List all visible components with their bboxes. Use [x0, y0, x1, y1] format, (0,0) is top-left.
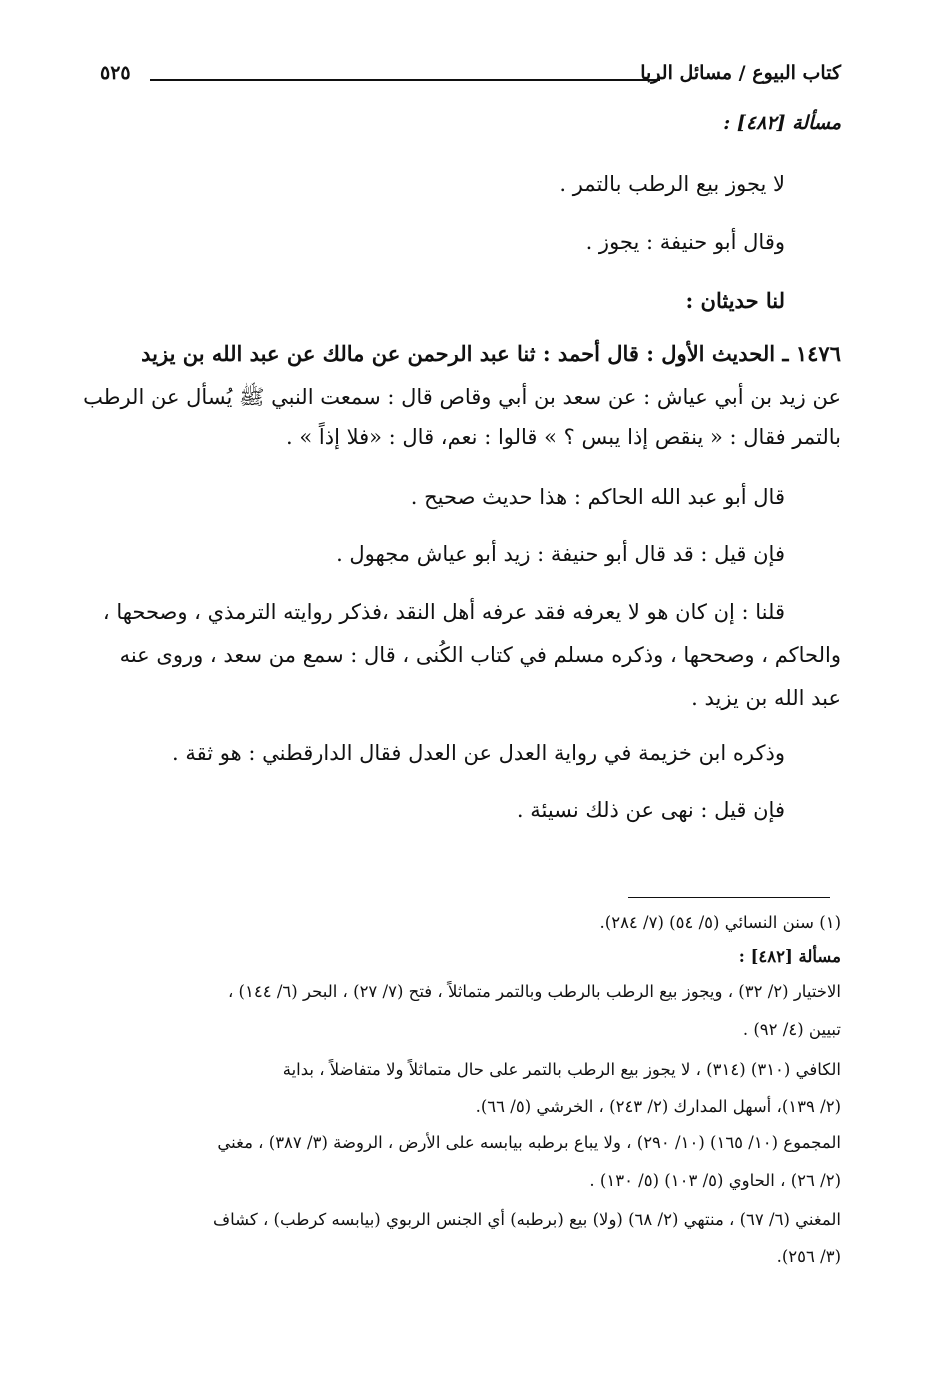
- body-line-3: لنا حديثان :: [685, 288, 785, 313]
- body-line-objection: فإن قيل : قد قال أبو حنيفة : زيد أبو عياش مجهول .: [336, 542, 785, 566]
- footnote-line-kashshaf: (٣/ ٢٥٦).: [776, 1247, 841, 1266]
- reply-line-2: والحاكم ، وصححها ، وذكره مسلم في كتاب الكُنى ، قال : سمع من سعد ، وروى عنه: [119, 643, 841, 667]
- running-header-title: كتاب البيوع / مسائل الربا: [640, 62, 841, 84]
- footnote-line-kafi: الكافي (٣١٠) (٣١٤) ، لا يجوز بيع الرطب بالتمر على حال متماثلاً ولا متفاضلاً ، بداية: [282, 1060, 841, 1079]
- page-number: ٥٢٥: [100, 62, 131, 84]
- reply-line-3: عبد الله بن يزيد .: [691, 686, 841, 710]
- footnote-line-hawi: (٢/ ٢٦) ، الحاوي (٥/ ١٠٣) (٥/ ١٣٠) .: [589, 1171, 841, 1190]
- footnote-rule: [628, 897, 830, 898]
- footnote-1: (١) سنن النسائي (٥/ ٥٤) (٧/ ٢٨٤).: [599, 913, 841, 932]
- body-line-2: وقال أبو حنيفة : يجوز .: [585, 230, 785, 254]
- footnote-line-tabyin: تبيين (٤/ ٩٢) .: [742, 1020, 841, 1039]
- body-line-nasiah: فإن قيل : نهى عن ذلك نسيئة .: [516, 798, 785, 822]
- footnote-line-majmu: المجموع (١٠/ ١٦٥) (١٠/ ٢٩٠) ، ولا يباع برطبه بيابسه على الأرض ، الروضة (٣/ ٣٨٧) ، مغني: [217, 1133, 841, 1152]
- hadith-line-1: ١٤٧٦ ـ الحديث الأول : قال أحمد : ثنا عبد الرحمن عن مالك عن عبد الله بن يزيد: [141, 341, 841, 366]
- body-line-ibn-khuzaymah: وذكره ابن خزيمة في رواية العدل عن العدل فقال الدارقطني : هو ثقة .: [172, 741, 785, 765]
- masala-heading: مسألة [٤٨٢] :: [723, 112, 841, 134]
- footnote-line-mughni: المغني (٦/ ٦٧) ، منتهي (٢/ ٦٨) (ولا) بيع (برطبه) أي الجنس الربوي (بيابسه كرطب) ، كشاف: [213, 1210, 841, 1229]
- header-rule: [150, 79, 660, 81]
- footnote-line-ikhtiyar: الاختيار (٢/ ٣٢) ، ويجوز بيع الرطب بالرطب وبالتمر متماثلاً ، فتح (٧/ ٢٧) ، البحر (٦/ ١٤٤) ،: [227, 982, 841, 1001]
- body-line-hakim: قال أبو عبد الله الحاكم : هذا حديث صحيح .: [410, 485, 785, 509]
- footnote-masala-heading: مسألة [٤٨٢] :: [738, 947, 841, 966]
- body-line-1: لا يجوز بيع الرطب بالتمر .: [559, 172, 785, 196]
- reply-line-1: قلنا : إن كان هو لا يعرفه فقد عرفه أهل النقد ،فذكر روايته الترمذي ، وصححها ،: [102, 600, 785, 624]
- footnote-line-bidaya: (٢/ ١٣٩)، أسهل المدارك (٢/ ٢٤٣) ، الخرشي (٥/ ٦٦).: [475, 1097, 841, 1116]
- hadith-line-2: عن زيد بن أبي عياش : عن سعد بن أبي وقاص قال : سمعت النبي ﷺ يُسأل عن الرطب: [83, 385, 841, 409]
- hadith-line-3: بالتمر فقال : « ينقص إذا يبس ؟ » قالوا : نعم، قال : «فلا إذاً » .: [286, 425, 841, 449]
